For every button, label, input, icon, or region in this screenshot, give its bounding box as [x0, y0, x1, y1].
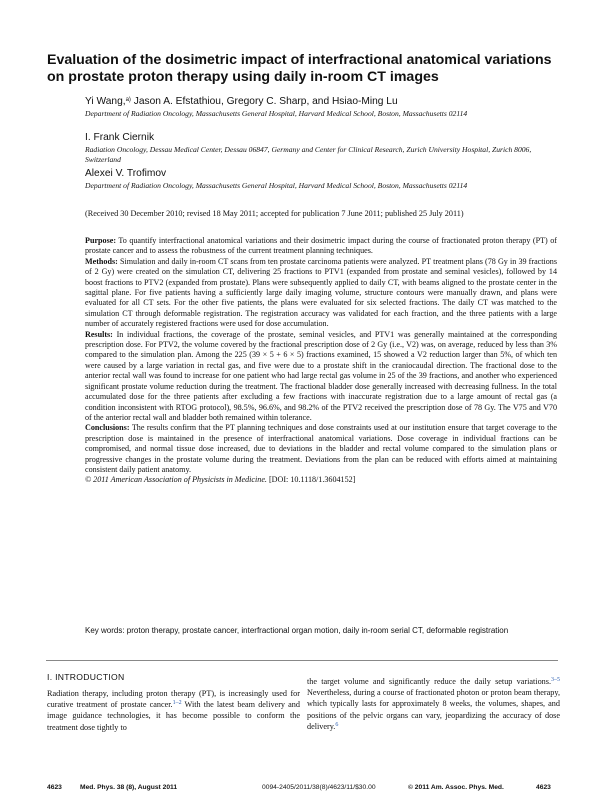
keywords: Key words: proton therapy, prostate cancer, interfractional organ motion, daily in-room serial CT, deformable registration — [85, 626, 509, 635]
affiliation-2: Radiation Oncology, Dessau Medical Center, Dessau 06847, Germany and Center for Clinical Research, Zurich University Hospital, Zurich 8006, Switzerland — [85, 145, 532, 164]
paper-title: Evaluation of the dosimetric impact of interfractional anatomical variations on prostate proton therapy using daily in-room CT images — [47, 52, 552, 85]
abstract-copyright: © 2011 American Association of Physicists in Medicine. [DOI: 10.1118/1.3604152] — [85, 475, 356, 485]
author-line-1: Yi Wang,$^{a)}$ Jason A. Efstathiou, Gregory C. Sharp, and Hsiao-Ming Lu — [85, 96, 398, 107]
abstract — [85, 236, 557, 486]
received-dates: (Received 30 December 2010; revised 18 May 2011; accepted for publication 7 June 2011; published 25 July 2011) — [85, 209, 464, 218]
section-heading: I. INTRODUCTION — [47, 672, 125, 682]
abstract-results: Results: In individual fractions, the coverage of the prostate, seminal vesicles, and PTV1 was generally maintained at the corresponding prescription dose. For PTV2, the volume covered by the fractional prescription dose of 2 Gy (i.e., V2) was, on average, reduced by less than 3% compared to the simulation plan. Among the 225 (39 × 5 + 6 × 5) fractions examined, 15 showed a V2 reduction larger than 5%, of which ten were caused by a large variation in rectal gas, and five were due to a prostate shift in the craniocaudal direction. The fractional dose to the anterior rectal wall was found to increase for one patient who had large rectal gas volume in 25 of the 39 fractions, and another who experienced significant prostate volume reduction during the treatment. The fractional bladder dose generally increased with decreasing fullness. In the total accumulated dose for the three patients after excluding a few fractions with inaccurate registration due to a large amount of rectal gas (a condition inconsistent with RTOG protocol), 98.5%, 96.6%, and 98.2% of the PTV2 received the prescription dose of 78 Gy. The V75 and V70 of the anterior rectal wall and bladder both remained within tolerance. — [85, 329, 557, 422]
footer-left-page: 4623 — [47, 784, 62, 791]
author-line-3: Alexei V. Trofimov — [85, 168, 167, 179]
footer-right-page: 4623 — [536, 784, 551, 791]
affiliation-3: Department of Radiation Oncology, Massachusetts General Hospital, Harvard Medical School, Boston, Massachusetts 02114 — [85, 181, 468, 190]
intro-right-column: the target volume and significantly reduce the daily setup variations.$^{3-5}$ Nevertheless, during a course of fractionated photon or proton beam therapy, which typically lasts for approximately 8 weeks, the volumes, shapes, and positions of the pelvic organs can vary, jeopardizing the accuracy of dose delivery.$^6$ — [307, 677, 560, 731]
abstract-purpose: Purpose: To quantify interfractional anatomical variations and their dosimetric impact during the course of fractionated proton therapy (PT) of prostate cancer and to assess the robustness of the current treatment planning techniques. — [85, 236, 557, 256]
abstract-conclusions: Conclusions: The results confirm that the PT planning techniques and dose constraints used at our institution ensure that target coverage to the prescription dose is maintained in the presence of interfractional anatomical variations. Dose coverage in individual fractions can be compromised, and normal tissue dose increased, due to deviations in the bladder and rectal volume compared to the simulation plans or progressive changes in the prostate volume during the treatment. Deviations from the plan can be reduced with efforts aimed at maintaining consistent daily patient anatomy. — [85, 423, 557, 474]
footer-copyright: © 2011 Am. Assoc. Phys. Med. — [408, 784, 504, 791]
citation-link[interactable]: 1–2 — [172, 700, 182, 707]
affiliation-1: Department of Radiation Oncology, Massachusetts General Hospital, Harvard Medical School, Boston, Massachusetts 02114 — [85, 109, 468, 118]
section-divider — [46, 660, 558, 661]
citation-link[interactable]: 3–5 — [551, 677, 560, 683]
author-line-2: I. Frank Ciernik — [85, 132, 155, 143]
abstract-methods: Methods: Simulation and daily in-room CT scans from ten prostate carcinoma patients were analyzed. PT treatment plans (78 Gy in 39 fractions of 2 Gy) were created on the simulation CT, delivering 25 fractions to PTV1 (expanded from prostate and seminal vesicles), followed by 14 boost fractions to PTV2 (expanded from prostate). Plans were subsequently applied to daily CT, with beams aligned to the prostate center in the sagittal plane. For five patients having a sufficiently large daily imaging volume, structure contours were manually drawn, and plans were evaluated for all CT sets. For the other five patients, the plans were evaluated for six selected fractions. The daily CT was matched to the simulation CT through deformable registration. The registration accuracy was validated for each fraction, and the three patients with a large number of accurately registered fractions were used for dose accumulation. — [85, 256, 557, 329]
footer-issn: 0094-2405/2011/38(8)/4623/11/$30.00 — [262, 784, 376, 791]
footer-journal: Med. Phys. 38 (8), August 2011 — [80, 784, 178, 791]
citation-link[interactable]: 6 — [335, 721, 339, 728]
intro-left-column: Radiation therapy, including proton therapy (PT), is increasingly used for curative treatment of prostate cancer.$^{1-2}$ With the latest beam delivery and image guidance technologies, it has become possible to conform the treatment dose tightly to — [47, 689, 300, 732]
